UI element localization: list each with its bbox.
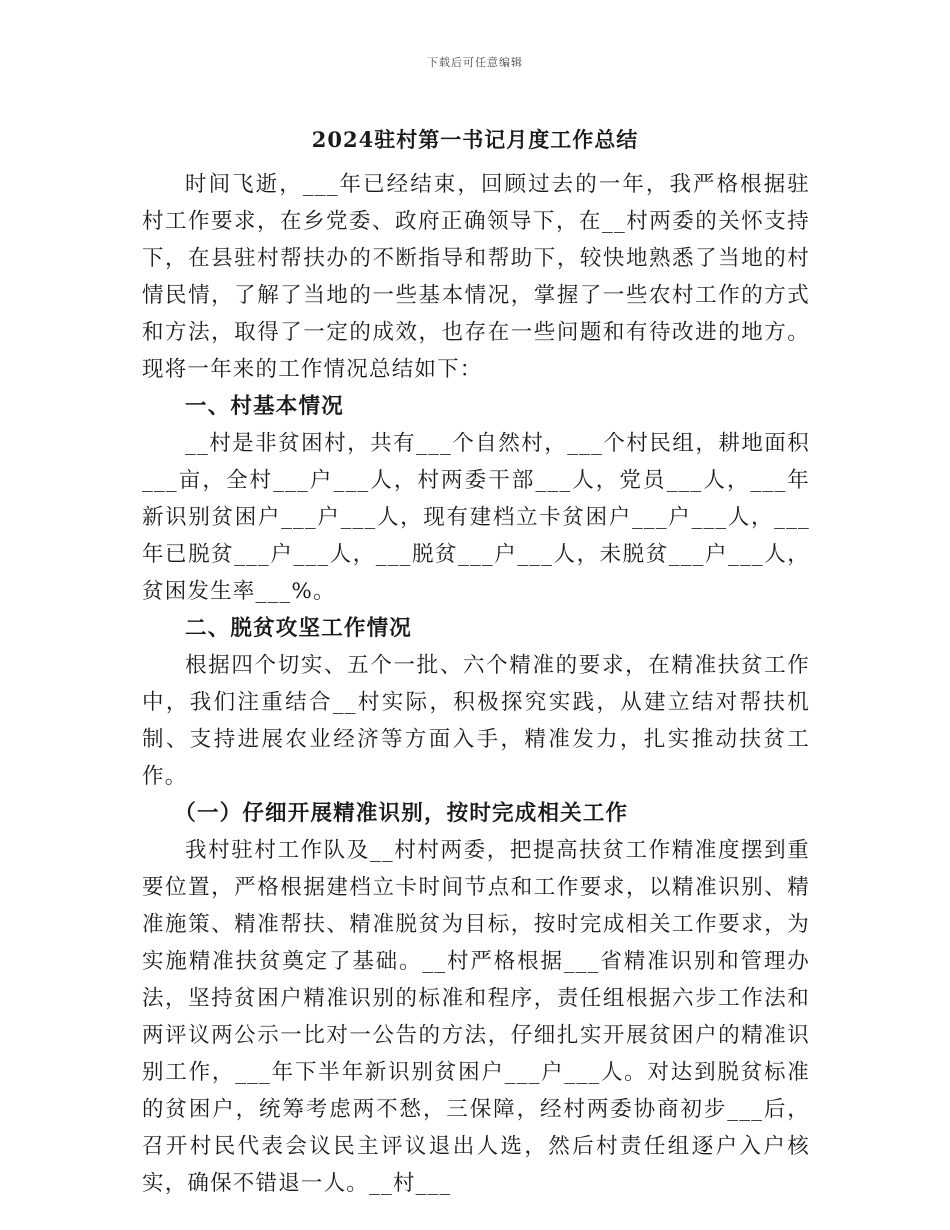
identification-paragraph: 我村驻村工作队及__村村两委，把提高扶贫工作精准度摆到重要位置，严格根据建档立卡时间节点和工作要求，以精准识别、精准施策、精准帮扶、精准脱贫为目标，按时完成相关工作要求，为实施精准扶贫奠定了基础。__村严格根据___省精准识别和管理办法，坚持贫困户精准识别的标准和程序，责任组根据六步工作法和两评议两公示一比对一公告的方法，仔细扎实开展贫困户的精准识别工作，___年下半年新识别贫困户___户___人。对达到脱贫标准的贫困户，统筹考虑两不愁，三保障，经村两委协商初步___后，召开村民代表会议民主评议退出人选，然后村责任组逐户入户核实，确保不错退一人。__村___: [142, 838, 810, 1196]
header-note: 下载后可任意编辑: [427, 56, 523, 69]
subsection-heading-identification: （一）仔细开展精准识别，按时完成相关工作: [174, 801, 629, 826]
document-title: 2024驻村第一书记月度工作总结: [311, 127, 639, 152]
basic-info-paragraph: __村是非贫困村，共有___个自然村，___个村民组，耕地面积___亩，全村___户___人，村两委干部___人，党员___人，___年新识别贫困户___户___人，现有建档立卡贫困户___户___人，___年已脱贫___户___人，___脱贫___户___人，未脱贫___户___人，贫困发生率___%。: [142, 431, 810, 604]
poverty-work-paragraph: 根据四个切实、五个一批、六个精准的要求，在精准扶贫工作中，我们注重结合__村实际，积极探究实践，从建立结对帮扶机制、支持进展农业经济等方面入手，精准发力，扎实推动扶贫工作。: [142, 653, 810, 789]
section-heading-basic-info: 一、村基本情况: [185, 394, 344, 419]
intro-paragraph: 时间飞逝，___年已经结束，回顾过去的一年，我严格根据驻村工作要求，在乡党委、政府正确领导下，在__村两委的关怀支持下，在县驻村帮扶办的不断指导和帮助下，较快地熟悉了当地的村情民情，了解了当地的一些基本情况，掌握了一些农村工作的方式和方法，取得了一定的成效，也存在一些问题和有待改进的地方。现将一年来的工作情况总结如下：: [142, 172, 810, 382]
section-heading-poverty-work: 二、脱贫攻坚工作情况: [185, 616, 413, 641]
document-body: [142, 166, 810, 1202]
